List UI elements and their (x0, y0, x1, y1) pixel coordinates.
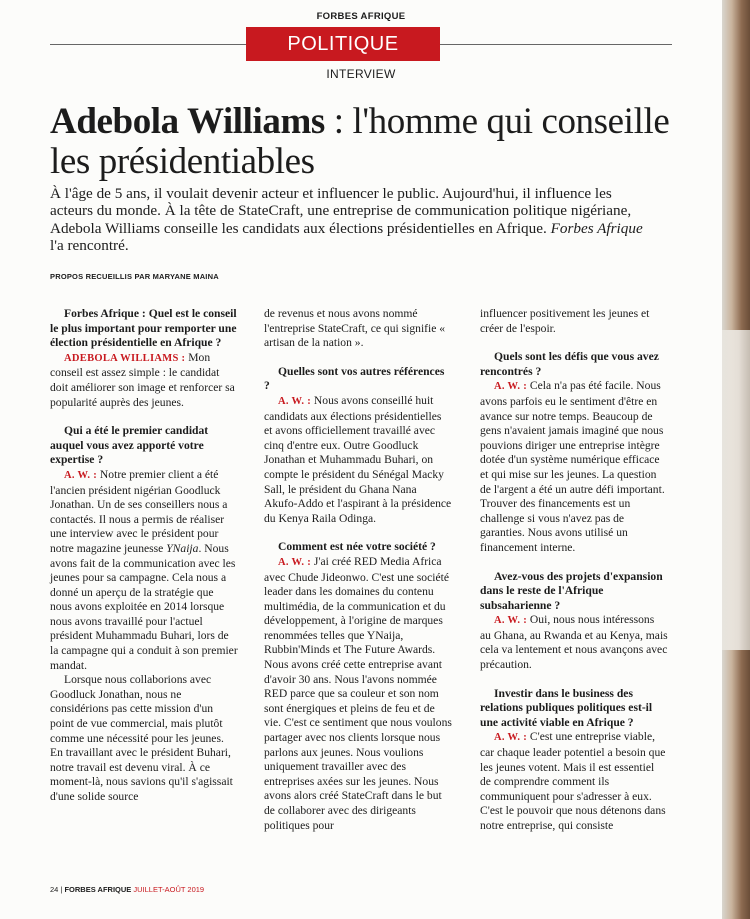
question: Comment est née votre société ? (278, 540, 436, 554)
section-kicker: FORBES AFRIQUE (316, 11, 406, 22)
paragraph: Lorsque nous collaborions avec Goodluck Jonathan, nous ne considérions pas cette mission d'un point de vue commercial, mais plutôt comme une nécessité pour les jeunes. En travaillant avec le président Buhari, notre travail est devenu viral. À ce moment-là, nous savions qu'il s'agissait d'une solide source (50, 673, 233, 803)
footer-date: JUILLET-AOÛT 2019 (131, 885, 205, 894)
column-1 (50, 307, 238, 805)
rubric-badge: POLITIQUE (246, 27, 440, 61)
answer-text: . Nous avons fait de la communication avec les jeunes pour sa campagne. Cela nous a donné un aperçu de la stratégie que nous avons exploitée en 2014 lorsque nous avons travaillé pour l'actuel président Muhammadu Buhari, lors de la campagne qui a conduit à son premier mandat. (50, 541, 238, 672)
column-2 (264, 307, 452, 833)
page-footer (50, 885, 204, 894)
paragraph: influencer positivement les jeunes et créer de l'espoir. (480, 307, 650, 335)
subrubric-label: INTERVIEW (326, 67, 396, 81)
standfirst (50, 185, 650, 254)
speaker-label: A. W. : (278, 556, 312, 568)
headline-separator: : (324, 101, 353, 142)
footer-publication: FORBES AFRIQUE (64, 885, 132, 894)
answer (50, 468, 238, 673)
speaker-label: A. W. : (494, 732, 528, 744)
question: Quelles sont vos autres références ? (264, 364, 445, 393)
question: Quels sont les défis que vous avez rencontrés ? (480, 350, 659, 378)
headline-rest: l'homme qui conseille les présidentiables (50, 101, 670, 182)
answer (50, 351, 238, 410)
standfirst-end: l'a rencontré. (50, 236, 129, 254)
column-3 (480, 307, 668, 834)
page-number: 24 | (50, 885, 65, 894)
answer-text: Oui, nous nous intéressons au Ghana, au Rwanda et au Kenya, mais cela va lentement et nous avançons avec précaution. (480, 613, 668, 672)
headline-name: Adebola Williams (50, 101, 325, 142)
answer-text: C'est une entreprise viable, car chaque leader potentiel a besoin que les jeunes votent. Mais il est essentiel de comprendre comment ils communiquent pour s'adresser à eux. C'est le pouvoir que nous détenons dans notre entreprise, qui consiste (480, 730, 666, 832)
speaker-label: A. W. : (494, 615, 528, 627)
speaker-label: A. W. : (64, 469, 98, 481)
question: Qui a été le premier candidat auquel vous avez apporté votre expertise ? (50, 424, 209, 467)
answer-text: Notre premier client a été l'ancien président nigérian Goodluck Jonathan. Un de ses conseillers nous a contactés. Il nous a permis de réaliser une interview avec le président pour notre magazine jeunesse (50, 467, 228, 555)
question: Investir dans le business des relations publiques politiques est-il une activité viable en Afrique ? (480, 686, 653, 729)
speaker-label: A. W. : (494, 381, 528, 393)
answer (264, 394, 452, 526)
article-headline (50, 102, 690, 182)
byline: PROPOS RECUEILLIS PAR MARYANE MAINA (50, 272, 219, 281)
speaker-label: A. W. : (278, 395, 312, 407)
question: Forbes Afrique : Quel est le conseil le plus important pour remporter une élection présidentielle en Afrique ? (50, 307, 237, 350)
answer (480, 613, 668, 672)
answer-text: Cela n'a pas été facile. Nous avons parfois eu le sentiment d'être en avance sur notre temps. Beaucoup de gens n'avaient jamais imaginé que nous pouvions diriger une entreprise intègre dotée d'un système numérique efficace et qui mise sur les jeunes. La question de l'argent a été un autre défi important. Trouver des financements est un challenge si vous n'avez pas de garanties. Nous avons utilisé un financement interne. (480, 379, 665, 554)
question: Avez-vous des projets d'expansion dans le reste de l'Afrique subsaharienne ? (480, 569, 663, 612)
answer (480, 379, 668, 555)
answer (480, 730, 668, 833)
answer (264, 555, 452, 833)
answer-text: Nous avons conseillé huit candidats aux élections présidentielles et avons officiellement travaillé avec cinq d'entre eux. Outre Goodluck Jonathan et Muhammadu Buhari, on compte le président du Sénégal Macky Sall, le président du Ghana Nana Akufo-Addo et l'aspirant à la présidence du Kenya Raila Odinga. (264, 393, 452, 525)
photo-edge (722, 0, 750, 919)
answer-text: J'ai créé RED Media Africa avec Chude Jideonwo. C'est une société leader dans les domaines du contenu multimédia, de la communication et du développement, à l'origine de marques renommées telles que YNaija, Rubbin'Minds et The Future Awards. Nous avons créé cette entreprise avant d'avoir 30 ans. Nous l'avons nommée RED parce que sa couleur et son nom sont énergiques et pleins de feu et de vie. C'est ce sentiment que nous voulons partager avec nos clients lorsque nous parlons aux jeunes. Nous voulions uniquement travailler avec des entreprises axées sur les jeunes. Nous avons alors créé StateCraft dans le but de collaborer avec des dirigeants politiques pour (264, 554, 452, 832)
standfirst-text: À l'âge de 5 ans, il voulait devenir acteur et influencer le public. Aujourd'hui, il influence les acteurs du monde. À la tête de StateCraft, une entreprise de communication politique nigériane, Adebola Williams conseille les candidats aux élections présidentielles en Afrique. (50, 185, 632, 237)
speaker-label: ADEBOLA WILLIAMS : (64, 352, 186, 364)
paragraph: de revenus et nous avons nommé l'entreprise StateCraft, ce qui signifie « artisan de la nation ». (264, 307, 446, 350)
standfirst-italic: Forbes Afrique (550, 219, 643, 237)
answer-text: Mon conseil est assez simple : le candidat doit améliorer son image et renforcer sa popularité auprès des jeunes. (50, 350, 235, 409)
answer-italic: YNaija (166, 541, 199, 555)
